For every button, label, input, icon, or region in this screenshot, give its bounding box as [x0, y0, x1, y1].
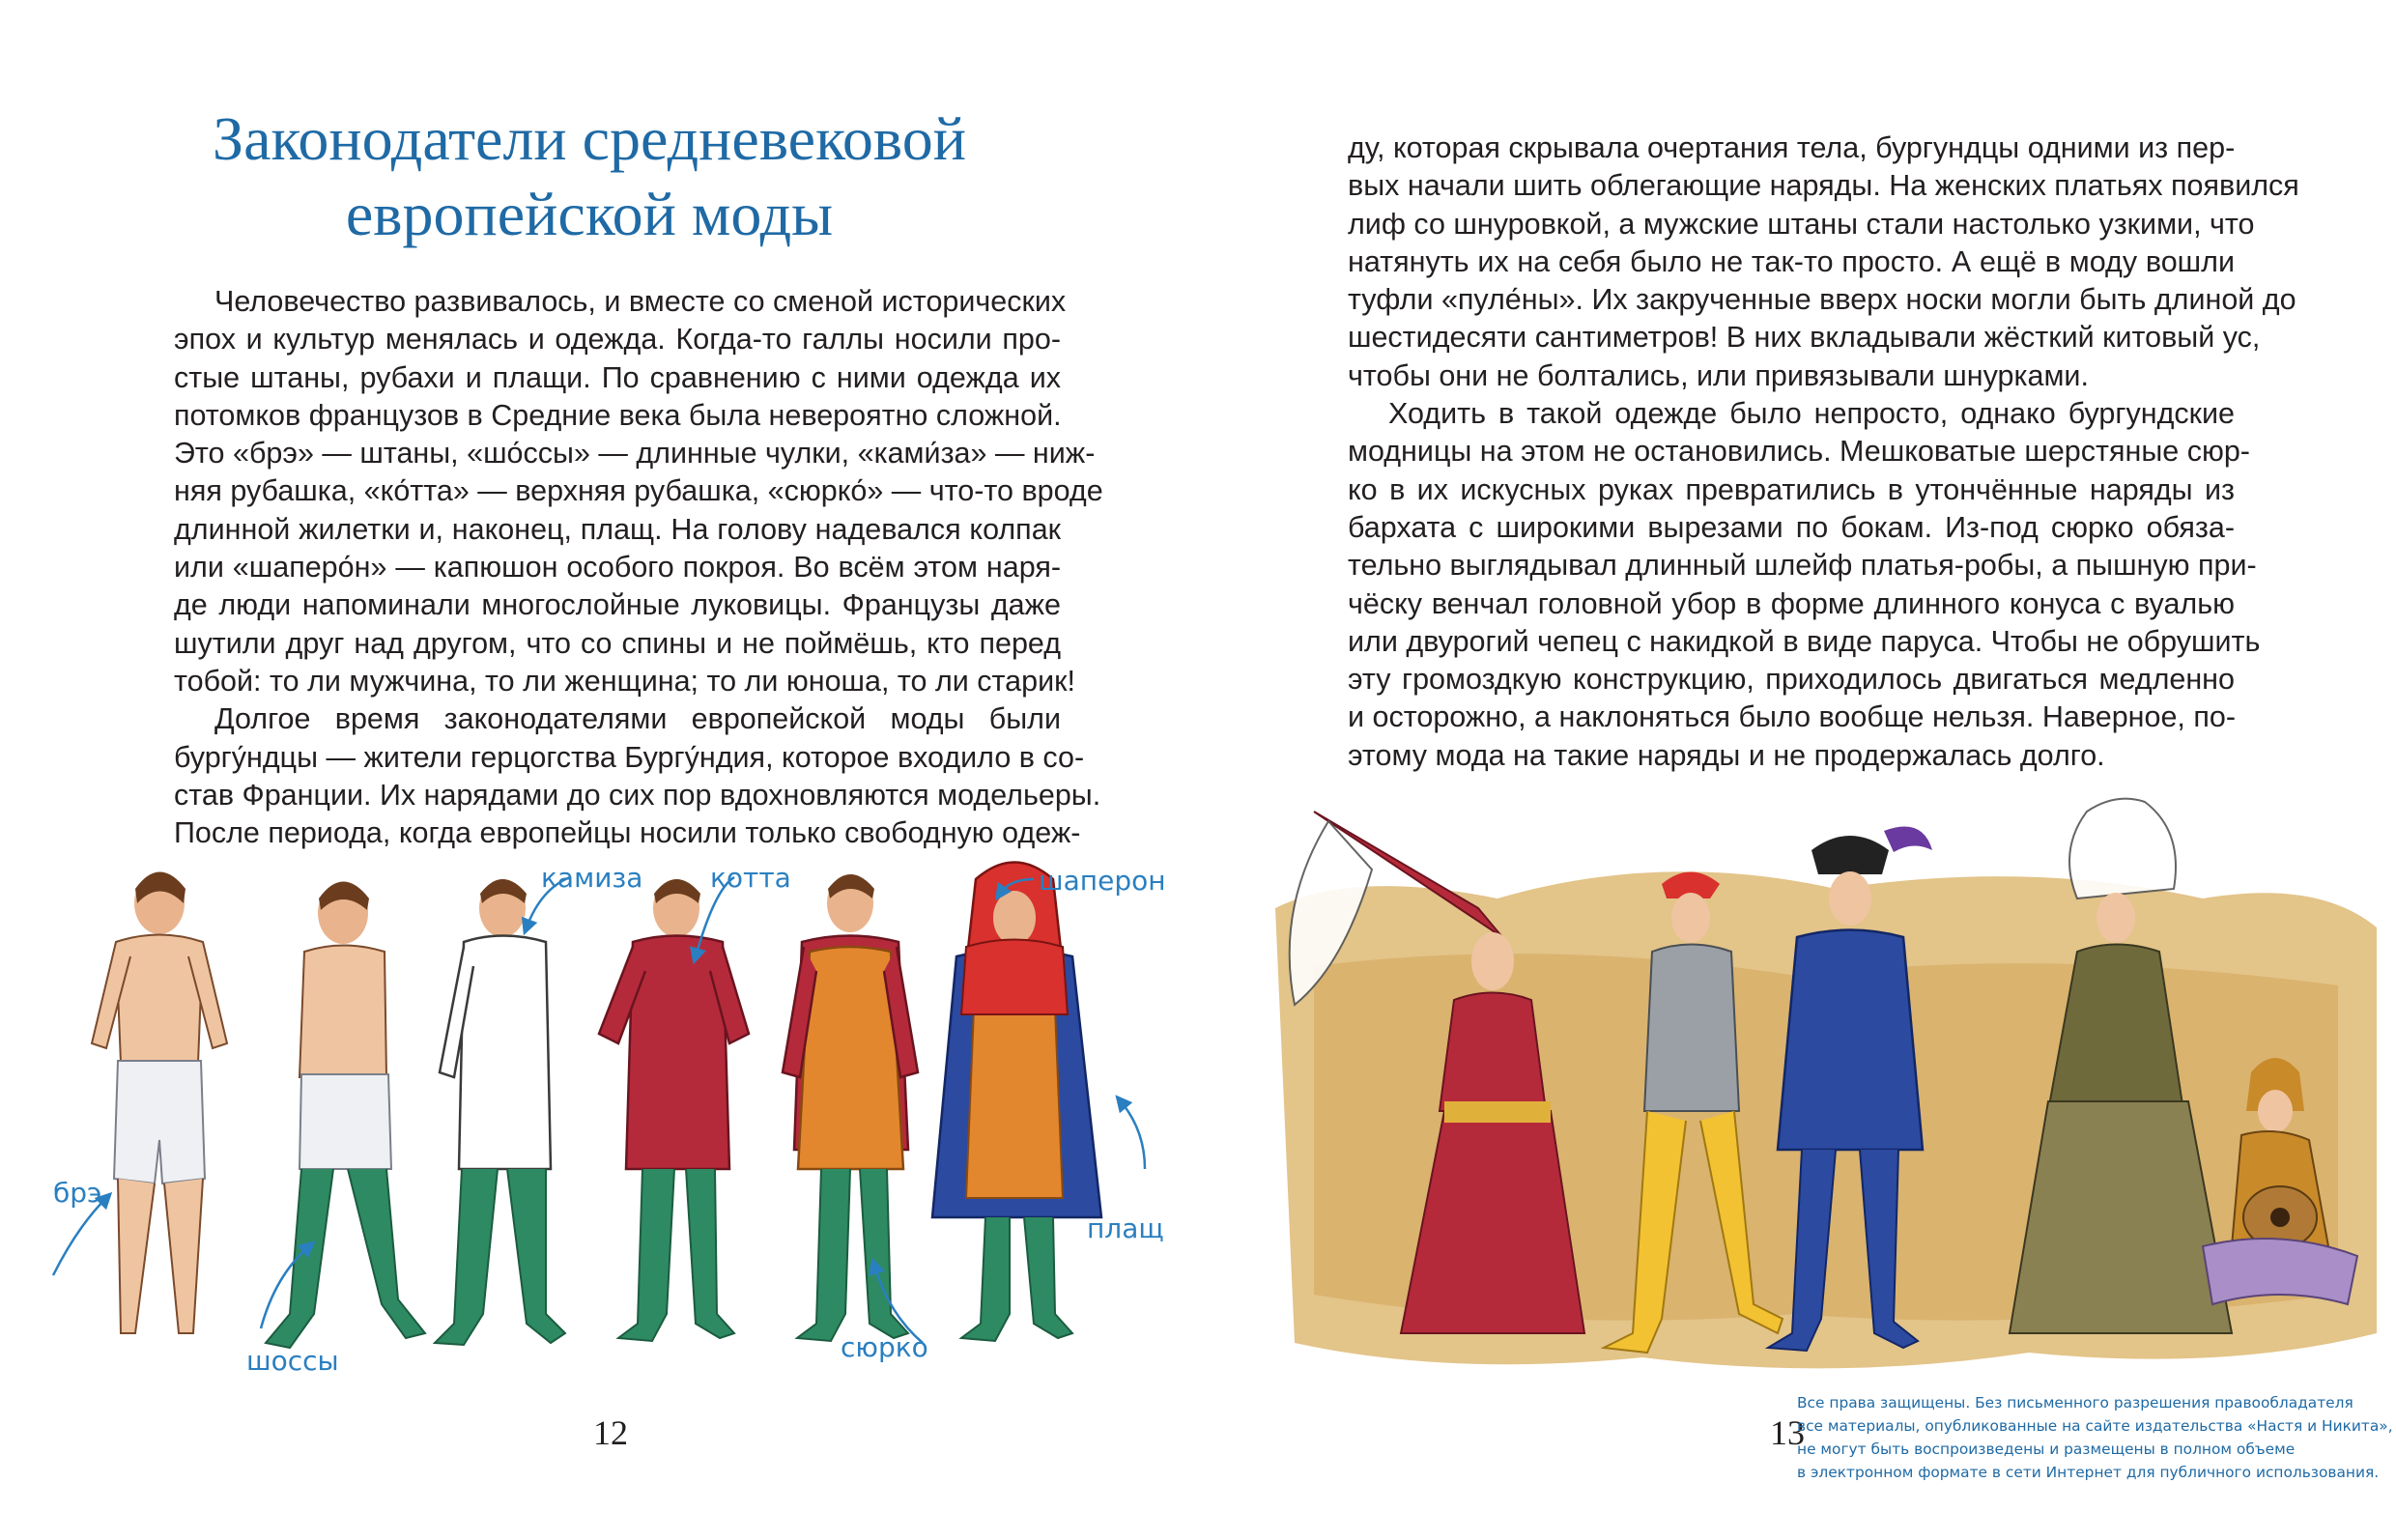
label-plashch: плащ	[1087, 1212, 1164, 1244]
figure-surko	[783, 874, 918, 1341]
text-line: ду, которая скрывала очертания тела, бургундцы одними из пер-	[1348, 131, 2236, 164]
text-line: бархата с широкими вырезами по бокам. Из-под сюрко обяза-	[1348, 510, 2235, 544]
copyright-line: Все права защищены. Без письменного разрешения правообладателя	[1797, 1394, 2353, 1412]
label-kamiza: камиза	[541, 862, 643, 894]
text-line: тобой: то ли мужчина, то ли женщина; то ли юноша, то ли старик!	[174, 664, 1075, 698]
text-line: модницы на этом не остановились. Мешковатые шерстяные сюр-	[1348, 435, 2250, 469]
bre-arrow	[53, 1198, 106, 1275]
text-line: тельно выглядывал длинный шлейф платья-робы, а пышную при-	[1348, 549, 2257, 583]
title-line-2: европейской моды	[345, 180, 834, 248]
text-line: Это «брэ» — штаны, «шо́ссы» — длинные чулки, «ками́за» — ниж-	[174, 437, 1096, 471]
text-line: эту громоздкую конструкцию, приходилось двигаться медленно	[1348, 663, 2235, 697]
label-kotta: котта	[710, 862, 791, 894]
text-line: натянуть их на себя было не так-то просто. А ещё в моду вошли	[1348, 244, 2235, 278]
text-line: Человечество развивалось, и вместе со сменой исторических	[214, 285, 1067, 318]
burgundian-fashion-illustration	[1256, 792, 2386, 1391]
label-shossy: шоссы	[246, 1345, 339, 1377]
text-line: потомков французов в Средние века была невероятно сложной.	[174, 398, 1062, 432]
text-line: чёску венчал головной убор в форме длинного конуса с вуалью	[1348, 586, 2235, 620]
figure-shaperon	[932, 863, 1101, 1342]
text-line: туфли «пуле́ны». Их закрученные вверх носки могли быть длиной до	[1348, 283, 2296, 317]
text-line: чтобы они не болтались, или привязывали шнурками.	[1348, 358, 2089, 392]
label-bre: брэ	[53, 1177, 102, 1209]
text-line: стые штаны, рубахи и плащи. По сравнению с ними одежда их	[174, 360, 1061, 394]
text-line: Долгое время законодателями европейской моды были	[214, 702, 1061, 736]
title-line-1: Законодатели средневековой	[213, 104, 966, 173]
text-line: После периода, когда европейцы носили только свободную одеж-	[174, 816, 1081, 850]
text-line: няя рубашка, «ко́тта» — верхняя рубашка, «сюрко́» — что-то вроде	[174, 474, 1103, 508]
plashch-arrow	[1121, 1101, 1145, 1169]
text-line: эпох и культур менялась и одежда. Когда-то галлы носили про-	[174, 323, 1061, 356]
text-line: шутили друг над другом, что со спины и не поймёшь, кто перед	[174, 626, 1061, 660]
text-line: или «шаперо́н» — капюшон особого покроя. Во всём этом наря-	[174, 551, 1061, 585]
copyright-line: в электронном формате в сети Интернет для публичного использования.	[1797, 1464, 2380, 1481]
text-line: шестидесяти сантиметров! В них вкладывали жёсткий китовый ус,	[1348, 321, 2261, 355]
text-line: Ходить в такой одежде было непросто, однако бургундские	[1388, 397, 2235, 431]
left-paragraphs	[174, 283, 1103, 852]
text-line: де люди напоминали многослойные луковицы. Французы даже	[174, 588, 1061, 622]
copyright-notice	[1797, 1391, 2396, 1484]
text-line: ко в их искусных руках превратились в утончённые наряды из	[1348, 472, 2235, 506]
text-line: длинной жилетки и, наконец, плащ. На голову надевался колпак	[174, 512, 1061, 546]
label-shaperon: шаперон	[1039, 865, 1166, 897]
right-paragraphs	[1348, 129, 2299, 775]
figure-shossy	[266, 882, 425, 1349]
text-line: бургу́ндцы — жители герцогства Бургу́ндия, которое входило в со-	[174, 740, 1085, 774]
text-line: этому мода на такие наряды и не продержалась долго.	[1348, 738, 2105, 772]
dressing-figures-illustration	[0, 850, 1198, 1391]
figure-kotta	[599, 879, 749, 1341]
text-line: став Франции. Их нарядами до сих пор вдохновляются модельеры.	[174, 778, 1101, 812]
page-number-left: 12	[593, 1413, 628, 1452]
page-title	[203, 101, 976, 252]
copyright-line: не могут быть воспроизведены и размещены в полном объеме	[1797, 1440, 2296, 1458]
figure-bre	[92, 872, 227, 1334]
text-line: или двурогий чепец с накидкой в виде паруса. Чтобы не обрушить	[1348, 624, 2261, 658]
text-line: лиф со шнуровкой, а мужские штаны стали настолько узкими, что	[1348, 207, 2255, 241]
page-number-right: 13	[1770, 1413, 1805, 1452]
figure-kamiza	[435, 879, 565, 1345]
text-line: и осторожно, а наклоняться было вообще нельзя. Наверное, по-	[1348, 700, 2237, 734]
copyright-line: все материалы, опубликованные на сайте издательства «Настя и Никита»,	[1797, 1417, 2393, 1435]
label-surko: сюрко	[841, 1331, 928, 1363]
text-line: вых начали шить облегающие наряды. На женских платьях появился	[1348, 169, 2299, 203]
